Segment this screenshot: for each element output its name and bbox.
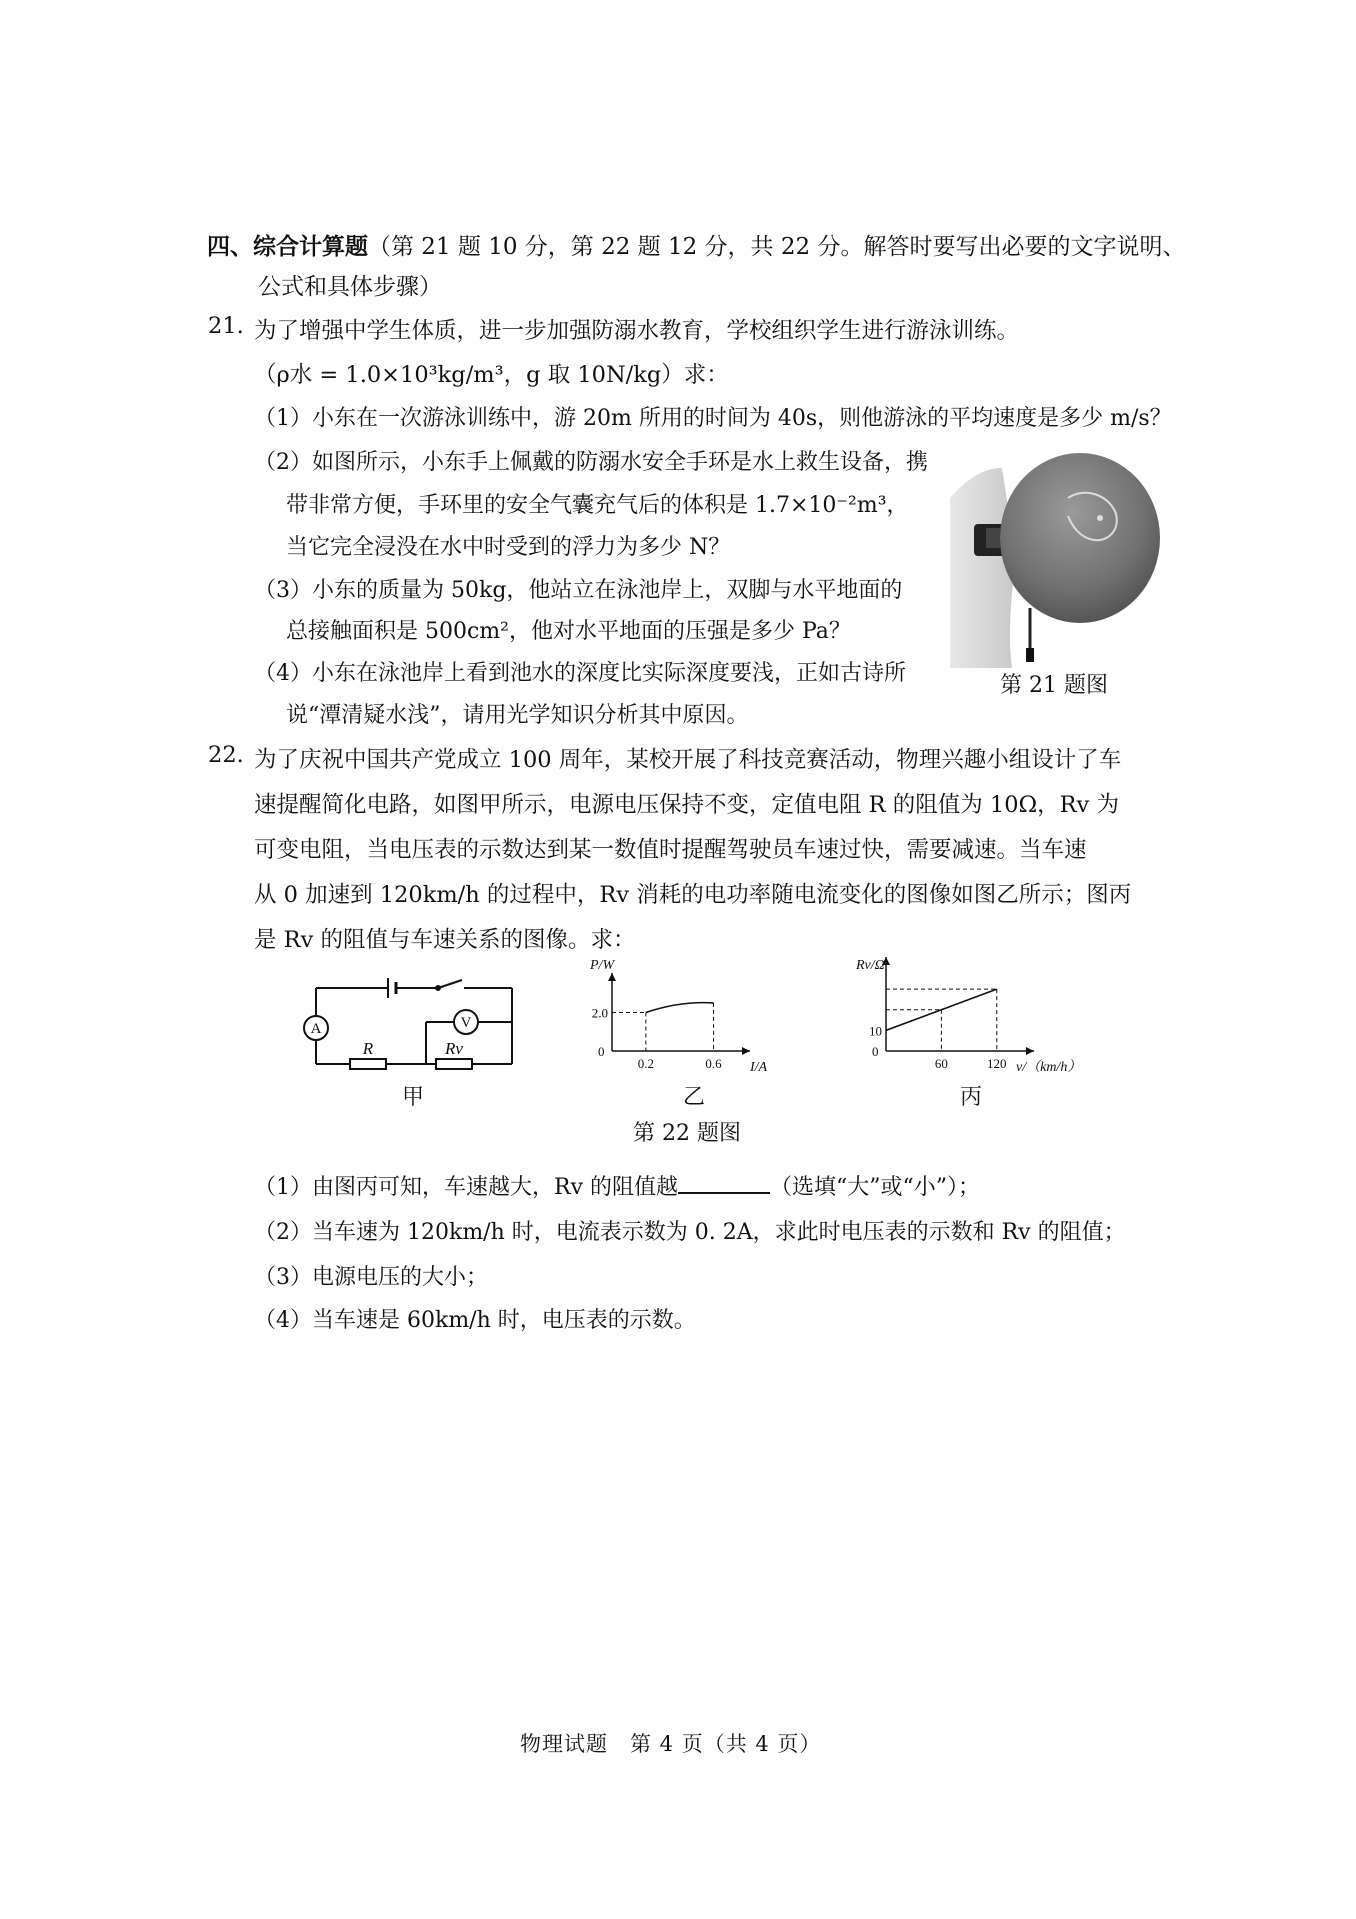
q21-part3-line2: 总接触面积是 500cm²，他对水平地面的压强是多少 Pa？ [286, 619, 851, 644]
chart-yi-y-axis-label: P/W [590, 958, 615, 973]
chart-bing-marks [856, 957, 1081, 1075]
chart-bing-y-tick-label: 10 [869, 1023, 882, 1039]
voltmeter-label: V [460, 1015, 472, 1031]
q21-part2-line3: 当它完全浸没在水中时受到的浮力为多少 N？ [286, 535, 731, 560]
q21-given: （ρ水 = 1.0×10³kg/m³，g 取 10N/kg）求： [254, 362, 729, 388]
airbag-cord-tip [1026, 648, 1034, 662]
switch-blade [438, 980, 462, 988]
chart-bing-y-axis-label: Rv/Ω [856, 958, 885, 973]
q22-circuit-diagram [296, 968, 526, 1078]
chart-yi-x-tick-label: 0.6 [705, 1056, 722, 1071]
chart-bing-x-tick-label: 120 [987, 1056, 1007, 1071]
chart-yi-x-tick-label: 0.2 [637, 1056, 654, 1071]
q22-chart-power-current [582, 955, 802, 1080]
chart-bing-x-axis-arrow [1026, 1047, 1034, 1055]
q21-part3-line1: （3）小东的质量为 50kg，他站立在泳池岸上，双脚与水平地面的 [254, 578, 903, 603]
q22-part1-text: （1）由图丙可知，车速越大，Rv 的阻值越 [254, 1175, 678, 1200]
wristband-buckle [986, 528, 1000, 548]
q22-stem-line3: 可变电阻，当电压表的示数达到某一数值时提醒驾驶员车速过快，需要减速。当车速 [254, 837, 1087, 863]
resistor-rv-label: Rv [445, 1039, 463, 1058]
q22-number: 22. [208, 742, 244, 768]
resistor-r-label: R [362, 1039, 374, 1058]
q21-part1: （1）小东在一次游泳训练中，游 20m 所用的时间为 40s，则他游泳的平均速度是多少 m/s？ [254, 406, 1172, 431]
section-title: 四、综合计算题 [207, 233, 368, 260]
q21-stem: 为了增强中学生体质，进一步加强防溺水教育，学校组织学生进行游泳训练。 [254, 318, 1020, 344]
q21-part4-line2: 说“潭清疑水浅”，请用光学知识分析其中原因。 [286, 703, 749, 728]
q22-part2: （2）当车速为 120km/h 时，电流表示数为 0. 2A，求此时电压表的示数和 Rv 的阻值； [254, 1220, 1126, 1245]
q22-stem-line1: 为了庆祝中国共产党成立 100 周年，某校开展了科技竞赛活动，物理兴趣小组设计了车 [254, 747, 1122, 773]
q22-chart-bing-caption: 丙 [960, 1085, 983, 1110]
q21-number: 21. [208, 313, 244, 339]
q22-stem-line5: 是 Rv 的阻值与车速关系的图像。求： [254, 927, 636, 953]
q21-part2-line1: （2）如图所示，小东手上佩戴的防溺水安全手环是水上救生设备，携 [254, 450, 928, 475]
section-header [207, 228, 1185, 261]
resistor-r [350, 1059, 386, 1069]
chart-bing-x-tick-label: 60 [934, 1056, 948, 1071]
section-note-line2: 公式和具体步骤） [258, 274, 442, 300]
chart-yi-x-axis-arrow [742, 1047, 750, 1055]
chart-yi-y-tick-label: 2.0 [591, 1005, 608, 1021]
q21-part2-line2: 带非常方便，手环里的安全气囊充气后的体积是 1.7×10⁻²m³， [286, 493, 909, 518]
q21-part4-line1: （4）小东在泳池岸上看到池水的深度比实际深度要浅，正如古诗所 [254, 661, 906, 686]
q21-figure-photo [950, 438, 1164, 668]
section-note: （第 21 题 10 分，第 22 题 12 分，共 22 分。解答时要写出必要的文字说明、 [368, 234, 1186, 260]
q22-circuit-caption: 甲 [402, 1085, 425, 1110]
q22-part1-answer-blank[interactable] [678, 1174, 770, 1194]
q22-part4: （4）当车速是 60km/h 时，电压表的示数。 [254, 1308, 696, 1333]
q22-chart-resistance-speed [856, 955, 1096, 1080]
ammeter-label: A [310, 1021, 322, 1037]
resistor-rv [436, 1059, 472, 1069]
chart-yi-series-line [646, 1003, 714, 1013]
q22-figure-caption: 第 22 题图 [633, 1121, 741, 1146]
chart-bing-x-axis-label: v/（km/h） [1016, 1060, 1082, 1075]
chart-yi-x-axis-label: I/A [750, 1060, 768, 1075]
q22-part1 [254, 1170, 980, 1201]
q22-stem-line2: 速提醒简化电路，如图甲所示，电源电压保持不变，定值电阻 R 的阻值为 10Ω，Rv 为 [254, 792, 1119, 818]
q22-part3: （3）电源电压的大小； [254, 1265, 488, 1290]
chart-yi-marks [589, 958, 768, 1075]
chart-bing-origin-label: 0 [872, 1044, 879, 1059]
chart-yi-origin-label: 0 [598, 1044, 605, 1059]
q22-chart-yi-caption: 乙 [683, 1085, 706, 1110]
q22-stem-line4: 从 0 加速到 120km/h 的过程中，Rv 消耗的电功率随电流变化的图像如图乙所示；图丙 [254, 882, 1132, 908]
q21-figure-caption: 第 21 题图 [1000, 673, 1108, 698]
q22-part1-hint: （选填“大”或“小”）； [770, 1175, 980, 1200]
airbag-shape [1000, 453, 1160, 623]
chart-yi-y-axis-arrow [608, 973, 616, 981]
airbag-logo-eye [1097, 515, 1103, 521]
page-footer: 物理试题 第 4 页（共 4 页） [520, 1732, 822, 1756]
